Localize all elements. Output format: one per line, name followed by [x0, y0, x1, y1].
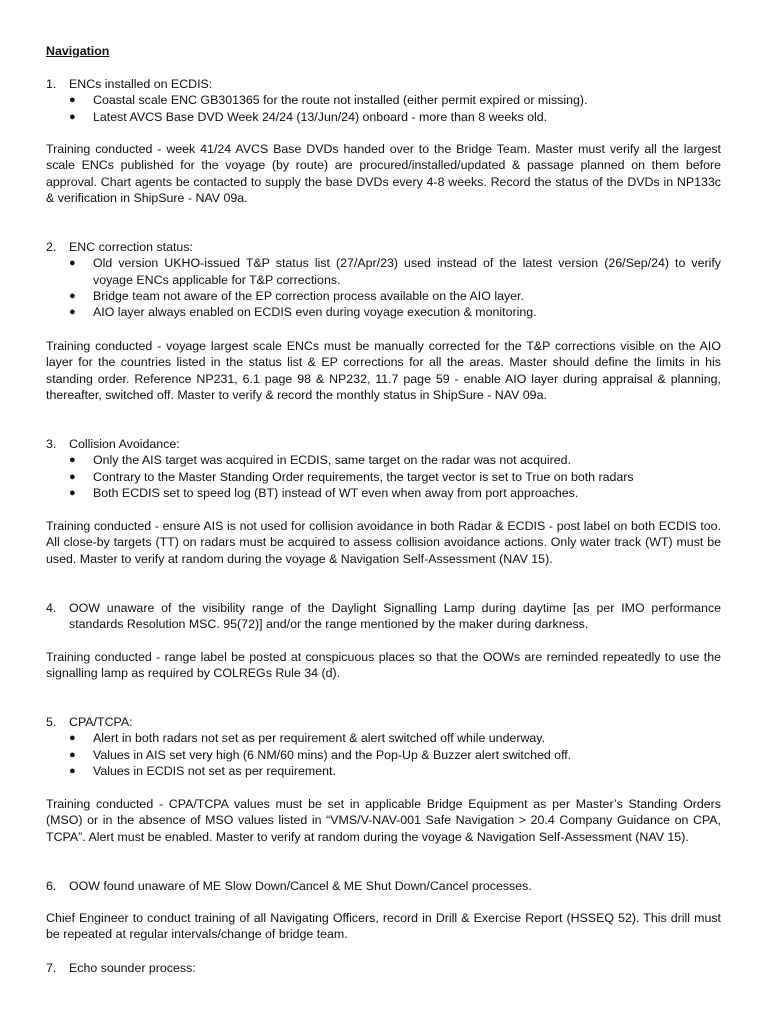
- bullet-list: [46, 92, 721, 125]
- item-title: ENC correction status:: [69, 240, 193, 254]
- item-number: 5.: [46, 715, 57, 729]
- list-item: ● Only the AIS target was acquired in ECDIS, same target on the radar was not acquired.: [46, 452, 721, 468]
- item-title: Collision Avoidance:: [69, 437, 180, 451]
- item-title: CPA/TCPA:: [69, 715, 133, 729]
- finding-7: [46, 960, 721, 976]
- bullet-list: [46, 730, 721, 779]
- finding-2: [46, 239, 721, 320]
- training-note-5: Training conducted - CPA/TCPA values must be set in applicable Bridge Equipment as per Master’s Standing Orders (MSO) or in the absence of MSO values listed in “VMS/V-NAV-001 Safe Navigation > 20.4 Company Guidance on CPA, TCPA”. Alert must be enabled. Master to verify at random during the voyage & Navigation Self-Assessment (NAV 15).: [46, 797, 721, 844]
- finding-1: [46, 76, 721, 125]
- bullet-icon: ●: [69, 289, 76, 302]
- list-item: ● Alert in both radars not set as per requirement & alert switched off while underway.: [46, 730, 721, 746]
- list-item: ● Coastal scale ENC GB301365 for the route not installed (either permit expired or missing).: [46, 92, 721, 108]
- list-item: ● Values in AIS set very high (6 NM/60 mins) and the Pop-Up & Buzzer alert switched off.: [46, 747, 721, 763]
- bullet-list: [46, 255, 721, 320]
- finding-6: [46, 878, 721, 894]
- bullet-list: [46, 452, 721, 501]
- list-item: ● AIO layer always enabled on ECDIS even during voyage execution & monitoring.: [46, 304, 721, 320]
- bullet-icon: ●: [69, 470, 76, 483]
- item-number: 2.: [46, 240, 57, 254]
- item-number: 6.: [46, 879, 57, 893]
- list-item: ● Both ECDIS set to speed log (BT) instead of WT even when away from port approaches.: [46, 485, 721, 501]
- section-heading: Navigation: [46, 44, 110, 58]
- list-item: ● Bridge team not aware of the EP correction process available on the AIO layer.: [46, 288, 721, 304]
- training-note-6: Chief Engineer to conduct training of all Navigating Officers, record in Drill & Exercise Report (HSSEQ 52). This drill must be repeated at regular intervals/change of bridge team.: [46, 911, 721, 942]
- bullet-icon: ●: [69, 94, 76, 107]
- bullet-icon: ●: [69, 764, 76, 777]
- training-note-2: Training conducted - voyage largest scale ENCs must be manually corrected for the T&P corrections visible on the AIO layer for the countries listed in the status list & EP corrections for all the areas. Master should define the limits in his standing order. Reference NP231, 6.1 page 98 & NP232, 11.7 page 59 - enable AIO layer during appraisal & planning, thereafter, switched off. Master to verify & record the monthly status in ShipSure - NAV 09a.: [46, 339, 721, 402]
- list-item: ● Values in ECDIS not set as per requirement.: [46, 763, 721, 779]
- list-item: ● Contrary to the Master Standing Order requirements, the target vector is set to True on both radars: [46, 469, 721, 485]
- item-number: 1.: [46, 77, 57, 91]
- bullet-icon: ●: [69, 748, 76, 761]
- training-note-4: Training conducted - range label be posted at conspicuous places so that the OOWs are reminded repeatedly to use the signalling lamp as required by COLREGs Rule 34 (d).: [46, 650, 721, 681]
- training-note-1: Training conducted - week 41/24 AVCS Base DVDs handed over to the Bridge Team. Master must verify all the largest scale ENCs published for the voyage (by route) are procured/installed/updated & passage planned on them before approval. Chart agents be contacted to supply the base DVDs every 4-8 weeks. Record the status of the DVDs in NP133c & verification in ShipSure - NAV 09a.: [46, 142, 721, 205]
- bullet-icon: ●: [69, 454, 76, 467]
- finding-5: [46, 714, 721, 779]
- item-number: 4.: [46, 601, 57, 615]
- finding-4: [46, 600, 721, 633]
- bullet-icon: ●: [69, 486, 76, 499]
- item-title: Echo sounder process:: [69, 961, 196, 975]
- item-number: 7.: [46, 961, 57, 975]
- bullet-icon: ●: [69, 257, 76, 270]
- list-item: ● Old version UKHO-issued T&P status list (27/Apr/23) used instead of the latest version (26/Sep/24) to verify voyage ENCs applicable for T&P corrections.: [46, 255, 721, 288]
- bullet-icon: ●: [69, 110, 76, 123]
- training-note-3: Training conducted - ensure AIS is not used for collision avoidance in both Radar & ECDIS - post label on both ECDIS too. All close-by targets (TT) on radars must be acquired to assess collision avoidance actions. Only water track (WT) must be used. Master to verify at random during the voyage & Navigation Self-Assessment (NAV 15).: [46, 519, 721, 566]
- item-title: OOW unaware of the visibility range of the Daylight Signalling Lamp during daytime [as per IMO performance standards Resolution MSC. 95(72)] and/or the range mentioned by the maker during darkness.: [69, 601, 721, 632]
- bullet-icon: ●: [69, 306, 76, 319]
- list-item: ● Latest AVCS Base DVD Week 24/24 (13/Jun/24) onboard - more than 8 weeks old.: [46, 109, 721, 125]
- item-title: ENCs installed on ECDIS:: [69, 77, 213, 91]
- item-title: OOW found unaware of ME Slow Down/Cancel & ME Shut Down/Cancel processes.: [69, 879, 532, 893]
- finding-3: [46, 436, 721, 501]
- item-number: 3.: [46, 437, 57, 451]
- bullet-icon: ●: [69, 732, 76, 745]
